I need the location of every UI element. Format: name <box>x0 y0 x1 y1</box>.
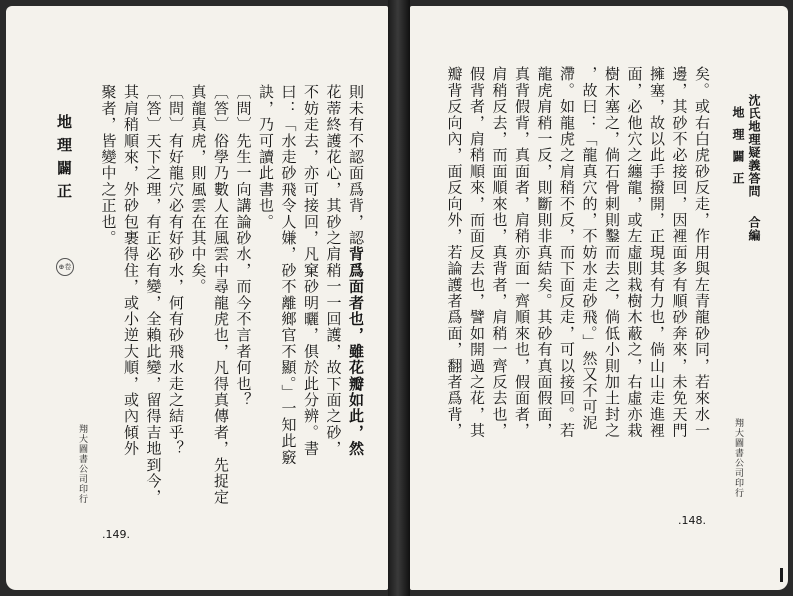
right-column-8: 龍虎肩稍一反，則斷則非真結矣。其砂有真面假面， <box>535 66 554 439</box>
right-column-7: 滯。如龍虎之肩稍不反，而下面反走，可以接回。若 <box>558 66 576 439</box>
left-column-12: 聚者，皆變中之正也。 <box>99 84 118 246</box>
right-column-3: 擁塞，故以此手撥開，正現其有力也，倘山山走進裡 <box>648 66 666 439</box>
left-page-number: .149. <box>102 528 130 541</box>
left-column-3: 不妨走去，亦可接回，凡窠砂明曬，俱於此分辨。書 <box>302 84 320 457</box>
left-column-7: 〔答〕俗學乃數人在風雲中尋龍虎也，凡得真傳者，先捉定 <box>212 84 230 506</box>
right-column-1: 矣。或右白虎砂反走，作用與左青龍砂同，若來水一 <box>693 66 711 439</box>
right-column-12: 瓣背反向內，面反向外，若論護者爲面，翻者爲背， <box>445 66 464 439</box>
left-column-4: 曰：「水走砂飛令人嫌，砂不離鄉官不顯。」一知此竅 <box>279 84 298 466</box>
right-column-9: 真背假背，真面者，肩稍亦面一齊順來也，假面者， <box>513 66 531 439</box>
left-running-head: 地理闢正 <box>55 114 73 206</box>
left-column-11: 其肩稍順來，外砂包裹得住，或小逆大順，或內傾外 <box>122 84 140 457</box>
left-publisher: 翔大圖書公司印行 <box>77 424 87 504</box>
right-publisher: 翔大圖書公司印行 <box>733 418 743 498</box>
right-column-4: 面，必他穴之纏龍，或左虛則栽樹木蔽之，右虛亦栽 <box>625 66 644 439</box>
edge-tab-mark <box>780 568 783 582</box>
right-column-2: 邊，其砂不必接回，因裡面多有順砂奔來，未免天門 <box>670 66 689 439</box>
right-running-head-title: 沈氏地理疑義答問 <box>747 94 761 198</box>
left-column-1: 則未有不認面爲背，認背爲面者也，雖花瓣如此，然 <box>347 84 365 457</box>
left-column-5: 訣，乃可讀此書也。 <box>257 84 275 230</box>
left-page <box>6 6 388 590</box>
left-column-2: 花蒂終護花心，其砂之肩稍一一回護，故下面之砂， <box>324 84 343 457</box>
right-page <box>410 6 788 590</box>
right-running-head-book: 地理闢正 <box>731 106 745 194</box>
right-running-head-sub: 合編 <box>747 216 761 242</box>
right-column-10: 肩稍反去，而面順來也，真背者，肩稍一齊反去也， <box>490 66 509 439</box>
left-column-6: 〔問〕先生一向講論砂水，而今不言者何也？ <box>234 84 253 408</box>
right-page-number: .148. <box>678 514 706 527</box>
book-gutter <box>388 0 410 596</box>
left-column-10: 〔答〕天下之理，有正必有變，全賴此變，留得吉地到今， <box>144 84 163 506</box>
left-column-8: 真龍真虎，則風雲在其中矣。 <box>189 84 208 295</box>
stamp-icon: ⊕卷 <box>56 258 74 276</box>
right-column-11: 假背者，肩稍順來，而面反去也，譬如開過之花，其 <box>468 66 486 439</box>
right-column-6: ，故曰：「龍真穴的，不妨水走砂飛。」然又不可泥 <box>580 66 599 432</box>
right-column-5: 樹木塞之，倘石骨刺則鑿而去之，倘低小則加土封之 <box>603 66 621 439</box>
left-column-9: 〔問〕有好龍穴必有好砂水，何有砂飛水走之結乎？ <box>167 84 185 457</box>
